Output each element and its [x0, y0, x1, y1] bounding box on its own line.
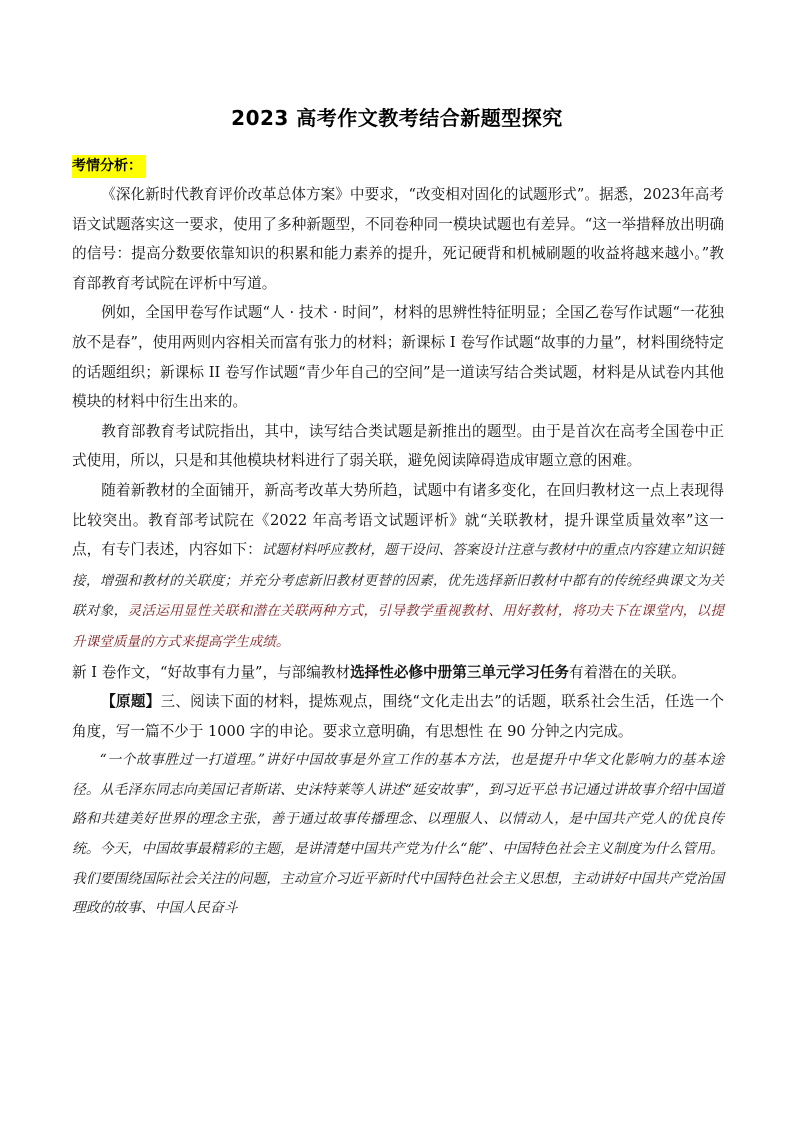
quoted-evaluation-text: 试题材料呼应教材，题干设问、答案设计注意与教材中的重点内容建立知识链接，增强和教材的关联度；并充分考虑新旧教材更替的因素，优先选择新旧教材中都有的传统经典课文为关联对象， — [72, 542, 724, 620]
paragraph-6 — [72, 687, 724, 746]
document-body — [72, 180, 724, 924]
material-block: “一个故事胜过一打道理。”讲好中国故事是外宣工作的基本方法，也是提升中华文化影响力的基本途径。从毛泽东同志向美国记者斯诺、史沫特莱等人讲述“延安故事”，到习近平总书记通过讲故事介绍中国道路和共建美好世界的理念主张，善于通过故事传播理念、以理服人、以情动人，是中国共产党人的优良传统。今天，中国故事最精彩的主题，是讲清楚中国共产党为什么“能”、中国特色社会主义制度为什么管用。我们要围绕国际社会关注的问题，主动宣介习近平新时代中国特色社会主义思想，主动讲好中国共产党治国理政的故事、中国人民奋斗 — [72, 752, 724, 917]
paragraph-4-text: 随着新教材的全面铺开，新高考改革大势所趋，试题中有诸多变化，在回归教材这一点上表现得比较突出。教育部考试院在《2022 年高考语文试题评析》就“关联教材，提升课堂质量效率”这一点，有专门表述，内容如下： — [72, 481, 724, 559]
paragraph-5-bold: 选择性必修中册第三单元学习任务 — [350, 663, 569, 681]
paragraph-5-text-b: 有着潜在的关联。 — [568, 663, 686, 681]
paragraph-5-text-a: 新 I 卷作文，“好故事有力量”，与部编教材 — [72, 663, 351, 681]
section-label-highlight: 考情分析： — [72, 155, 146, 178]
paragraph-3: 教育部教育考试院指出，其中，读写结合类试题是新推出的题型。由于是首次在高考全国卷中正式使用，所以，只是和其他模块材料进行了弱关联，避免阅读障碍造成审题立意的困难。 — [72, 422, 724, 470]
paragraph-2: 例如，全国甲卷写作试题“人 · 技术 · 时间”，材料的思辨性特征明显；全国乙卷写作试题“一花独放不是春”，使用两则内容相关而富有张力的材料；新课标 I 卷写作试题“故事的力量”，材料围绕特定的话题组织；新课标 II 卷写作试题“青少年自己的空间”是一道读写结合类试题，材料是从试卷内其他模块的材料中衍生出来的。 — [72, 304, 724, 411]
paragraph-5 — [72, 658, 724, 688]
original-question-tag: 【原题】 — [101, 693, 161, 711]
quoted-evaluation-highlight: 灵活运用显性关联和潜在关联两种方式，引导教学重视教材、用好教材，将功夫下在课堂内，以提升课堂质量的方式来提高学生成绩。 — [72, 603, 724, 650]
paragraph-1: 《深化新时代教育评价改革总体方案》中要求，“改变相对固化的试题形式”。据悉，2023年高考语文试题落实这一要求，使用了多种新题型，不同卷种同一模块试题也有差异。“这一举措释放出明确的信号：提高分数要依靠知识的积累和能力素养的提升，死记硬背和机械刷题的收益将越来越小。”教育部教育考试院在评析中写道。 — [72, 186, 724, 292]
paragraph-4 — [72, 476, 724, 658]
original-question-text: 三、阅读下面的材料，提炼观点，围绕“文化走出去”的话题，联系社会生活，任选一个角度，写一篇不少于 1000 字的申论。要求立意明确，有思想性 在 90 分钟之内完成。 — [72, 693, 724, 740]
page-title: 2023 高考作文教考结合新题型探究 — [231, 106, 563, 130]
